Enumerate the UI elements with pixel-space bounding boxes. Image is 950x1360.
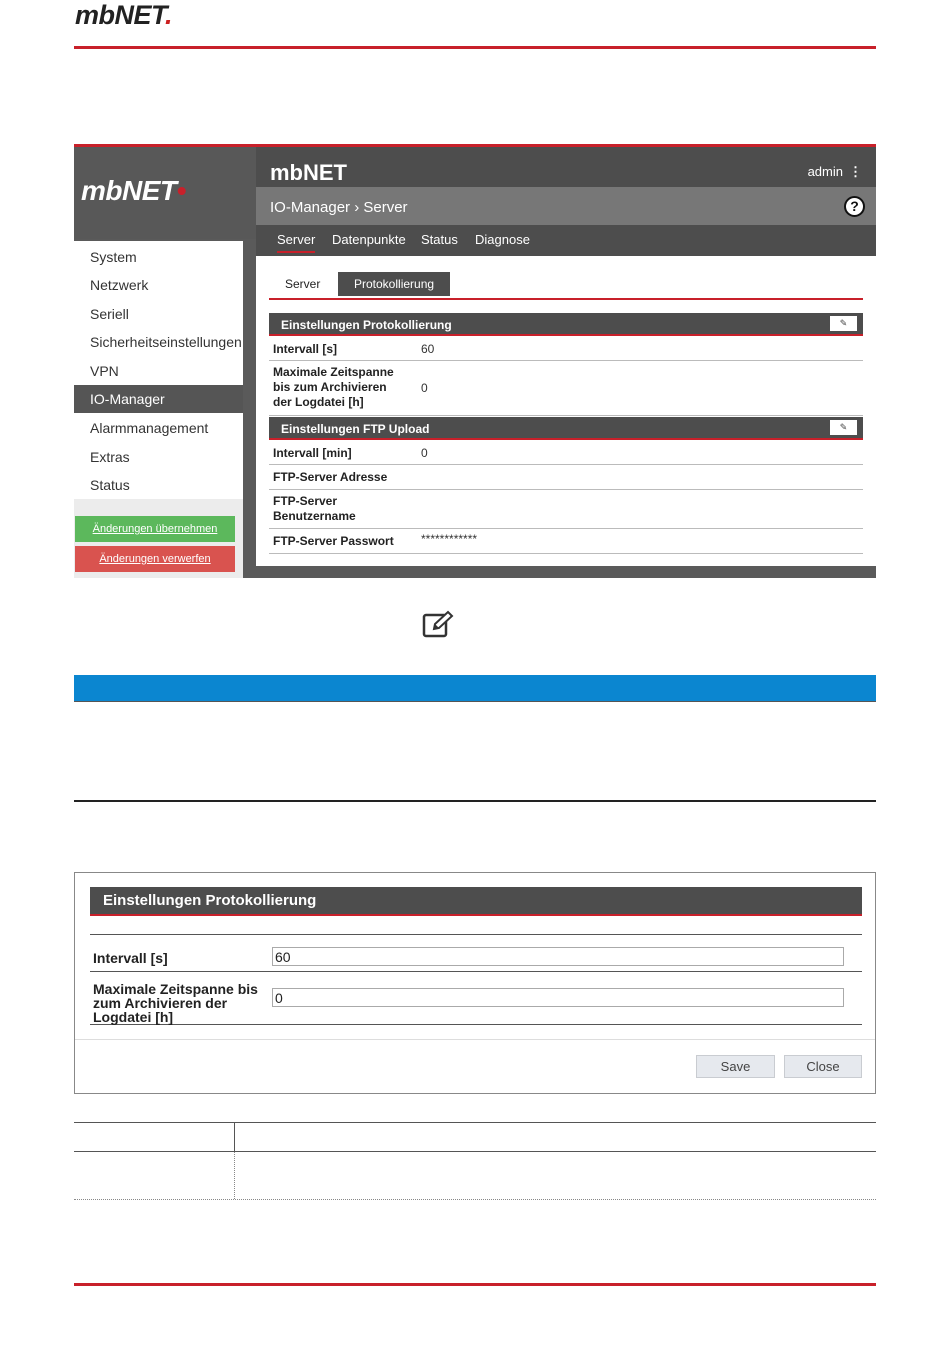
note-header-bar xyxy=(74,675,876,702)
edit-icon[interactable]: ✎ xyxy=(830,316,857,331)
discard-changes-button[interactable]: Änderungen verwerfen xyxy=(75,546,235,572)
settings-dialog xyxy=(74,872,876,1094)
dialog-footer-divider xyxy=(75,1039,875,1040)
tab-datenpunkte[interactable]: Datenpunkte xyxy=(332,232,406,247)
save-button[interactable]: Save xyxy=(696,1055,775,1078)
section-header-protokollierung: Einstellungen Protokollierung ✎ xyxy=(269,313,863,336)
sidebar-item-netzwerk[interactable]: Netzwerk xyxy=(90,277,149,293)
table-divider xyxy=(234,1122,235,1151)
table-row: Intervall [s] 60 xyxy=(269,337,863,361)
table-bottom-rule xyxy=(74,1199,876,1200)
dialog-title: Einstellungen Protokollierung xyxy=(90,887,862,916)
app-header xyxy=(256,147,876,187)
web-ui-screenshot xyxy=(74,144,876,578)
breadcrumb: IO-Manager › Server xyxy=(256,187,876,225)
sidebar-item-io-manager[interactable]: IO-Manager xyxy=(74,385,243,413)
sidebar-item-extras[interactable]: Extras xyxy=(90,449,130,465)
table-row: FTP-Server Benutzername xyxy=(269,490,863,529)
close-button[interactable]: Close xyxy=(784,1055,862,1078)
table-top-rule xyxy=(74,1122,876,1123)
page-logo: mbNET. xyxy=(75,0,173,30)
app-title: mbNET xyxy=(270,160,347,185)
sidebar-item-seriell[interactable]: Seriell xyxy=(90,306,129,322)
sidebar-item-status[interactable]: Status xyxy=(90,477,130,493)
table-row: FTP-Server Adresse xyxy=(269,465,863,490)
edit-icon[interactable]: ✎ xyxy=(830,420,857,435)
app-logo: mbNET• xyxy=(74,147,256,239)
kebab-menu-icon[interactable]: ⋮ xyxy=(849,164,862,179)
table-row: Intervall [min] 0 xyxy=(269,441,863,465)
subtab-server[interactable]: Server xyxy=(285,277,321,291)
table-divider xyxy=(234,1152,235,1199)
table-header-rule xyxy=(74,1151,876,1152)
dialog-row: Intervall [s] xyxy=(90,934,862,972)
tab-diagnose[interactable]: Diagnose xyxy=(475,232,530,247)
edit-icon xyxy=(422,610,454,638)
dialog-row: Maximale Zeitspanne bis zum Archivieren der Logdatei [h] xyxy=(90,972,862,1025)
note-box xyxy=(74,701,876,802)
max-timespan-input[interactable] xyxy=(272,988,844,1007)
table-row: Maximale Zeitspanne bis zum Archivieren der Logdatei [h] 0 xyxy=(269,361,863,416)
sidebar-item-sicherheit[interactable]: Sicherheitseinstellungen xyxy=(90,334,242,350)
subtab-underline xyxy=(269,298,863,300)
sidebar-item-system[interactable]: System xyxy=(90,249,137,265)
section-header-ftp-upload: Einstellungen FTP Upload ✎ xyxy=(269,417,863,440)
user-menu[interactable]: admin ⋮ xyxy=(807,164,862,179)
table-row: FTP-Server Passwort ************ xyxy=(269,529,863,554)
sidebar-item-alarm[interactable]: Alarmmanagement xyxy=(90,420,209,436)
tab-status[interactable]: Status xyxy=(421,232,458,247)
footer-rule xyxy=(74,1283,876,1286)
subtab-protokollierung[interactable]: Protokollierung xyxy=(338,272,450,296)
sidebar-item-vpn[interactable]: VPN xyxy=(90,363,119,379)
apply-changes-button[interactable]: Änderungen übernehmen xyxy=(75,516,235,542)
interval-input[interactable] xyxy=(272,947,844,966)
help-icon[interactable]: ? xyxy=(844,196,865,217)
tab-server[interactable]: Server xyxy=(277,232,315,253)
header-rule xyxy=(74,46,876,49)
